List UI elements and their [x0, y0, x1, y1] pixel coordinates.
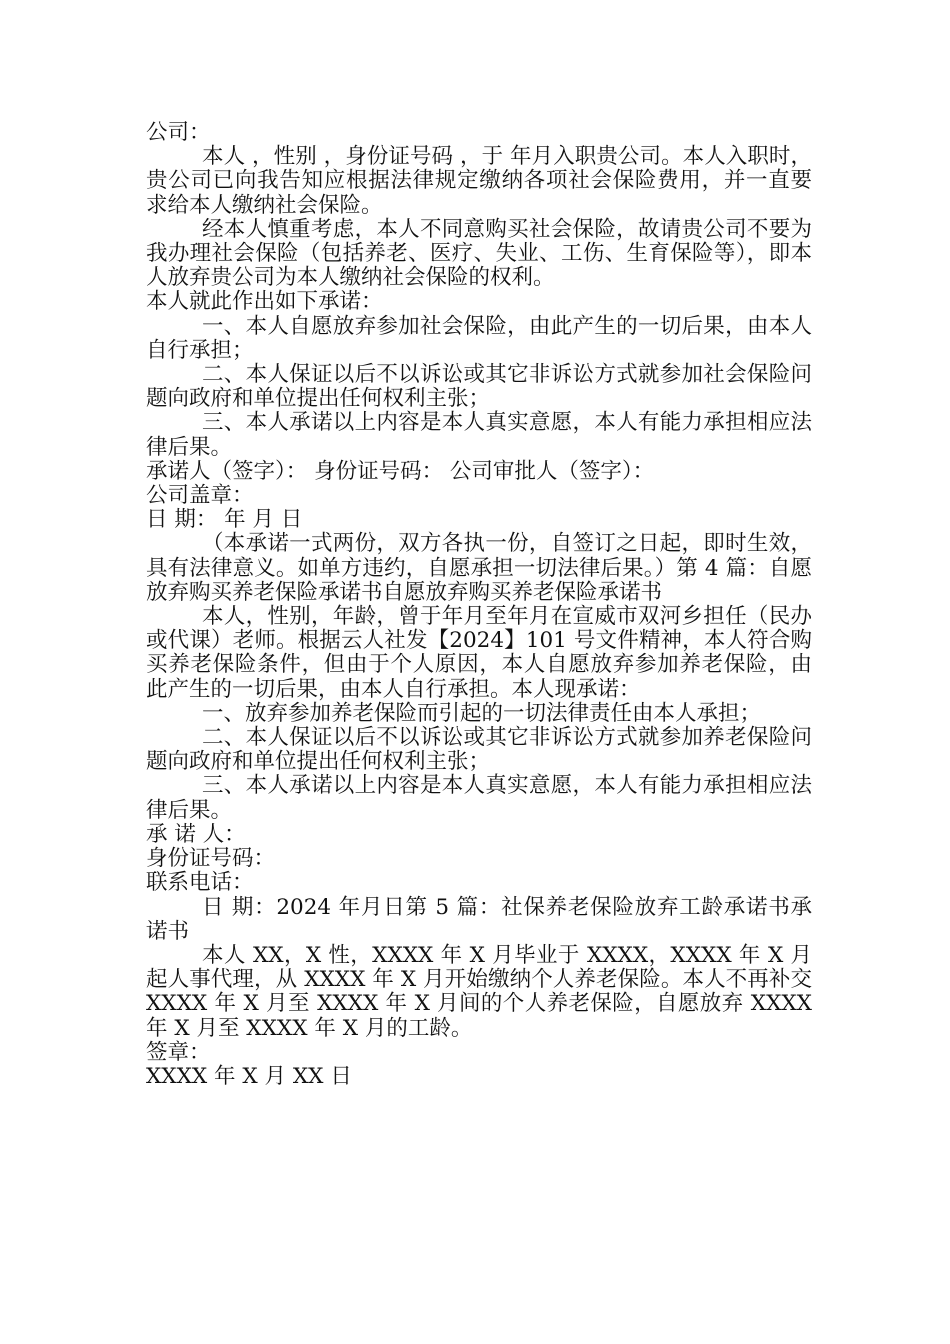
- final-date-line: XXXX 年 X 月 XX 日: [146, 1063, 352, 1089]
- commitment-heading: 本人就此作出如下承诺：: [146, 289, 383, 315]
- decision-paragraph: 经本人慎重考虑，本人不同意购买社会保险，故请贵公司不要为我办理社会保险（包括养老、医疗、失业、工伤、生育保险等），即本人放弃贵公司为本人缴纳社会保险的权利。: [146, 216, 812, 291]
- pension-intro-paragraph: 本人，性别，年龄，曾于年月至年月在宣威市双河乡担任（民办或代课）老师。根据云人社发【2024】101 号文件精神，本人符合购买养老保险条件，但由于个人原因，本人自愿放弃参加养老保险，由此产生的一切后果，由本人自行承担。本人现承诺：: [146, 604, 812, 702]
- date-and-next-title-paragraph: 日 期：2024 年月日第 5 篇：社保养老保险放弃工龄承诺书承诺书: [146, 894, 812, 944]
- commitment-item-3: 三、本人承诺以上内容是本人真实意愿，本人有能力承担相应法律后果。: [146, 410, 812, 460]
- commitment-item-1: 一、本人自愿放弃参加社会保险，由此产生的一切后果，由本人自行承担；: [146, 313, 812, 363]
- addressee-line: 公司：: [146, 120, 211, 145]
- signature-line: 承诺人（签字）： 身份证号码： 公司审批人（签字）：: [146, 458, 655, 484]
- id-number-line: 身份证号码：: [146, 846, 276, 872]
- pension-item-3: 三、本人承诺以上内容是本人真实意愿，本人有能力承担相应法律后果。: [146, 773, 812, 823]
- commitment-item-2: 二、本人保证以后不以诉讼或其它非诉讼方式就参加社会保险问题向政府和单位提出任何权利主张；: [146, 362, 812, 412]
- document-page: [146, 121, 812, 1089]
- seniority-paragraph: 本人 XX，X 性，XXXX 年 X 月毕业于 XXXX，XXXX 年 X 月起人事代理，从 XXXX 年 X 月开始缴纳个人养老保险。本人不再补交 XXXX 年 X 月至 XXXX 年 X 月间的个人养老保险，自愿放弃 XXXX 年 X 月至 XXXX 年 X 月的工龄。: [146, 942, 812, 1041]
- pension-item-1: 一、放弃参加养老保险而引起的一切法律责任由本人承担；: [202, 700, 762, 726]
- phone-line: 联系电话：: [146, 870, 254, 896]
- pension-item-2: 二、本人保证以后不以诉讼或其它非诉讼方式就参加养老保险问题向政府和单位提出任何权利主张；: [146, 725, 812, 775]
- intro-paragraph: 本人 ，性别 ，身份证号码 ，于 年月入职贵公司。本人入职时，贵公司已向我告知应根据法律规定缴纳各项社会保险费用，并一直要求给本人缴纳社会保险。: [146, 144, 812, 218]
- stamp-line: 签章：: [146, 1039, 211, 1065]
- validity-note-paragraph: （本承诺一式两份，双方各执一份，自签订之日起，即时生效，具有法律意义。如单方违约，自愿承担一切法律后果。）第 4 篇：自愿放弃购买养老保险承诺书自愿放弃购买养老保险承诺书: [146, 531, 812, 605]
- company-seal-line: 公司盖章：: [146, 483, 254, 509]
- promisor-line: 承 诺 人：: [146, 821, 246, 847]
- date-line: 日 期： 年 月 日: [146, 507, 303, 533]
